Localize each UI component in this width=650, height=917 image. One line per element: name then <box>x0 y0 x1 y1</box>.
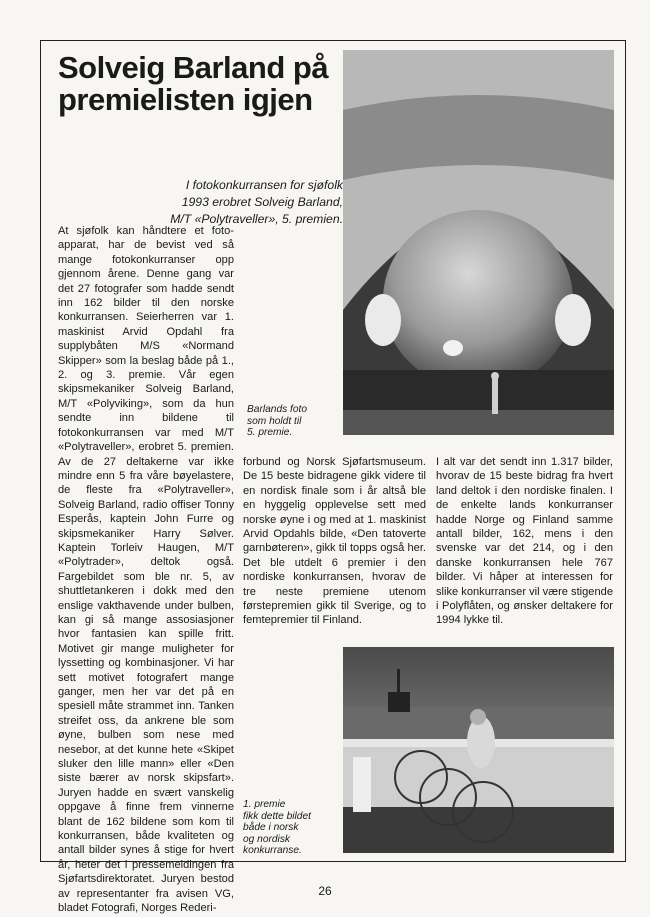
body-text-3: I alt var det sendt inn 1.317 bilder, hvorav de 15 beste bidrag fra hvert land deltok i den nordiske finalen. I de enkelte lands konkurranser hadde Norge og Finland samme antall bilder, 162, mens i den svenske var det 214, og i den danske konkurransen hele 767 bilder. Vi håper at interessen for slike konkurranser vil være stigende i Polyflåten, og ønsker deltakere for 1994 lykke til. <box>436 456 613 627</box>
text-column-3 <box>436 455 613 628</box>
body-text-1: At sjøfolk kan håndtere et foto-apparat, har de bevist ved så mange fotokonkurranser opp gjennom årene. Denne gang var det 27 fotografer som hadde sendt inn 162 bilder til den norske konkurransen. Seierherren var 1. maskinist Arvid Opdahl fra supplybåten M/S «Normand Skipper» som la beslag både på 1., 2. og 3. premie. Vår egen skipsmekaniker Solveig Barland, M/T «Polyviking», som da hun sendte inn bildene til fotokonkurransen var med M/T «Polytraveller», erobret 5. premien. Av de 27 deltakerne var ikke mindre enn 5 fra våre bøyelastere, de fleste fra «Polytraveller», Solveig Barland, radio offiser Tonny Esperås, kaptein John Furre og skipsmekaniker Harry Sølver. Kaptein Torleiv Haugen, M/T «Polytrader», deltok også. Fargebildet som ble nr. 5, av shuttletankeren i dokk med den enslige vakthavende under bulben, kan gi så mange assosiasjoner hvor fantasien kan spille fritt. Motivet gir mange muligheter for lyssetting og kombinasjoner. Vi har sett motivet fotografert mange ganger, men her var det på en spesiell måte strammet inn. Tanken streifet oss, da ankrene ble som øyne, bulben som nese med nesebor, at det kunne hete «Skipet sluker den lille mann» eller «Den siste bærer av norsk skipsfart». Juryen hadde en svært vanskelig oppgave å finne frem vinnerne blant de 162 bildene som kom til konkurransen, både kvaliteten og antall bilder synes å stige for hvert år, heter det i pressemeldingen fra Sjøfartsdirektoratet. Juryen bestod av representanter fra avisen VG, bladet Fotografi, Norges Rederi- <box>58 225 234 915</box>
ship-bulb-photo <box>343 50 614 435</box>
page-number: 26 <box>318 884 332 898</box>
deck-nets-photo <box>343 647 614 853</box>
text-column-1 <box>58 224 234 916</box>
photo-caption-2: 1. premie fikk dette bildet både i norsk og nordisk konkurranse. <box>243 799 311 856</box>
body-text-2: forbund og Norsk Sjøfartsmuseum. De 15 beste bidragene gikk videre til en nordisk finale som i år altså ble en hyggelig opplevelse sett med norske øyne i og med at 1. maskinist Arvid Opdahls bilde, «Den tatoverte garnbøteren», gikk til topps også her. Det ble utdelt 6 premier i den nordiske konkurransen, hvorav de tre neste premiene utenom førstepremien gikk til Sverige, og to femtepremier til Finland. <box>243 456 426 627</box>
article-lead: I fotokonkurransen for sjøfolk 1993 erobret Solveig Barland, M/T «Polytraveller», 5. premien. <box>170 178 343 226</box>
photo-caption-1: Barlands foto som holdt til 5. premie. <box>247 404 308 438</box>
text-column-2 <box>243 455 426 628</box>
article-title: Solveig Barland på premielisten igjen <box>58 50 329 117</box>
